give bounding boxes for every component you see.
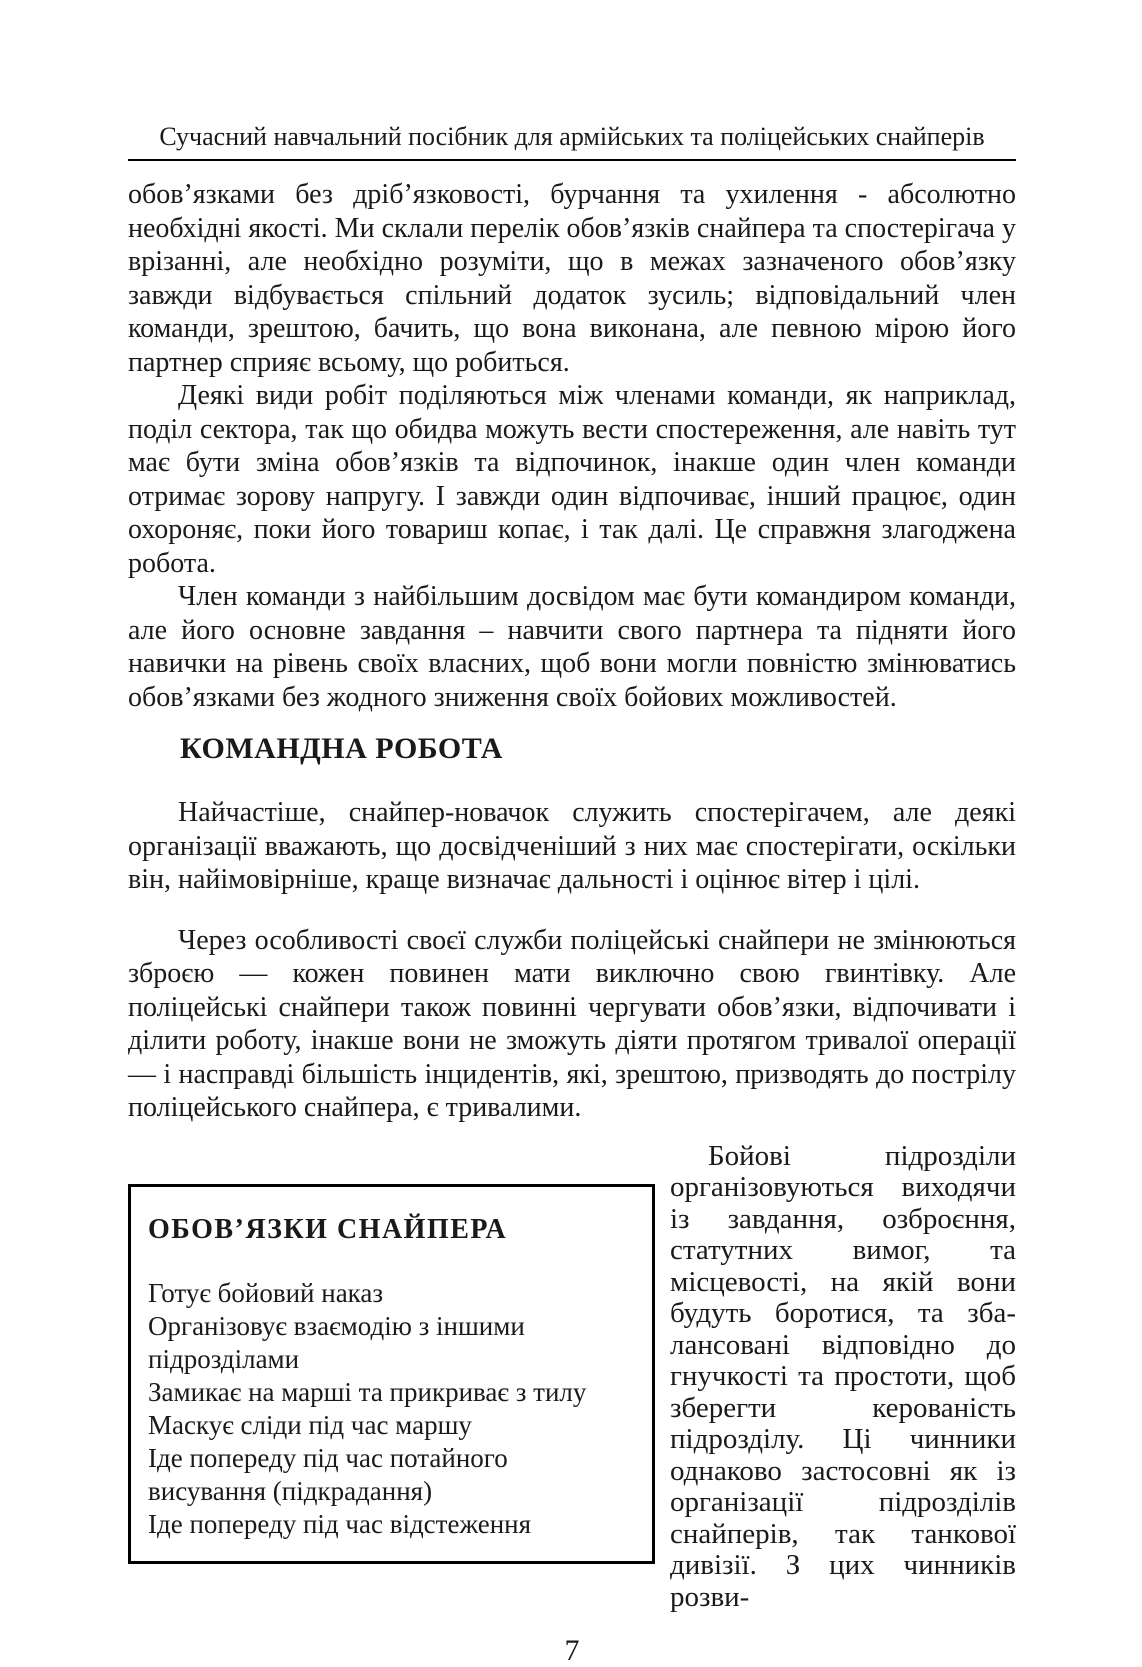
wrap-paragraph: Бойові підрозділи організовуються виходячи із завдання, озброєння, статутних вимог, та місцевості, на якій вони будуть боротися, та збалансовані відповідно до гнучкості та простоти, щоб зберегти керованість підрозділу. Ці чинники однаково застосовні як із організації підрозділів снайперів, так танкової дивізії. З цих чинників розви-	[670, 1139, 1016, 1613]
body-paragraph-3: Член команди з найбільшим досвідом має бути командиром команди, але його основне завдання – навчити свого партнера та підняти його навички на рівень своїх власних, щоб вони могли повністю змінюватись обов’язками без жодного зниження своїх бойових можливостей.	[128, 581, 1016, 713]
duties-item: Маскує сліди під час маршу	[148, 1409, 472, 1440]
body-paragraph-1: обов’язками без дріб’язковості, бурчання та ухилення - абсолютно необхідні якості. Ми склали перелік обов’язків снайпера та спостерігача у врізанні, але необхідно розуміти, що в межах зазначеного обов’язку завжди відбувається спільний додаток зусиль; відповідальний член команди, зрештою, бачить, що вона виконана, але певною мірою його партнер сприяє всьому, що робиться.	[128, 179, 1016, 378]
duties-item: Іде попереду під час відстеження	[148, 1508, 532, 1539]
section-heading: КОМАНДНА РОБОТА	[180, 732, 503, 765]
wrap-section	[128, 1141, 1016, 1614]
page-body	[128, 178, 1016, 1667]
body-paragraph-5: Через особливості своєї служби поліцейські снайпери не змінюються зброєю — кожен повинен мати виключно свою гвинтівку. Але поліцейські снайпери також повинні чергувати обов’язки, відпочивати і ділити роботу, інакше вони не зможуть діяти протягом тривалої операції — і насправді більшість інцидентів, які, зрештою, призводять до пострілу поліцейського снайпера, є тривалими.	[128, 924, 1016, 1123]
duties-item: Іде попереду під час потайного висування (підкрадання)	[148, 1442, 508, 1506]
duties-box	[128, 1184, 655, 1564]
running-header: Сучасний навчальний посібник для армійських та поліцейських снайперів	[128, 122, 1016, 161]
body-paragraph-4: Найчастіше, снайпер-новачок служить спостерігачем, але деякі організації вважають, що досвідченіший з них має спостерігати, оскільки він, найімовірніше, краще визначає дальності і оцінює вітер і цілі.	[128, 797, 1016, 895]
duties-item: Організовує взаємодію з іншими підрозділами	[148, 1310, 525, 1374]
left-column	[128, 1141, 655, 1614]
body-paragraph-2: Деякі види робіт поділяються між членами команди, як наприклад, поділ сектора, так що обидва можуть вести спостереження, але навіть тут має бути зміна обов’язків та відпочинок, інакше один член команди отримає зорову напругу. І завжди один відпочиває, інший працює, один охороняє, поки його товариш копає, і так далі. Це справжня злагоджена робота.	[128, 380, 1016, 579]
duties-item: Готує бойовий наказ	[148, 1277, 384, 1308]
duties-item: Замикає на марші та прикриває з тилу	[148, 1376, 587, 1407]
duties-box-title: ОБОВ’ЯЗКИ СНАЙПЕРА	[148, 1213, 508, 1245]
page-number: 7	[564, 1634, 580, 1667]
right-column	[670, 1141, 1016, 1614]
duties-list	[148, 1277, 632, 1541]
